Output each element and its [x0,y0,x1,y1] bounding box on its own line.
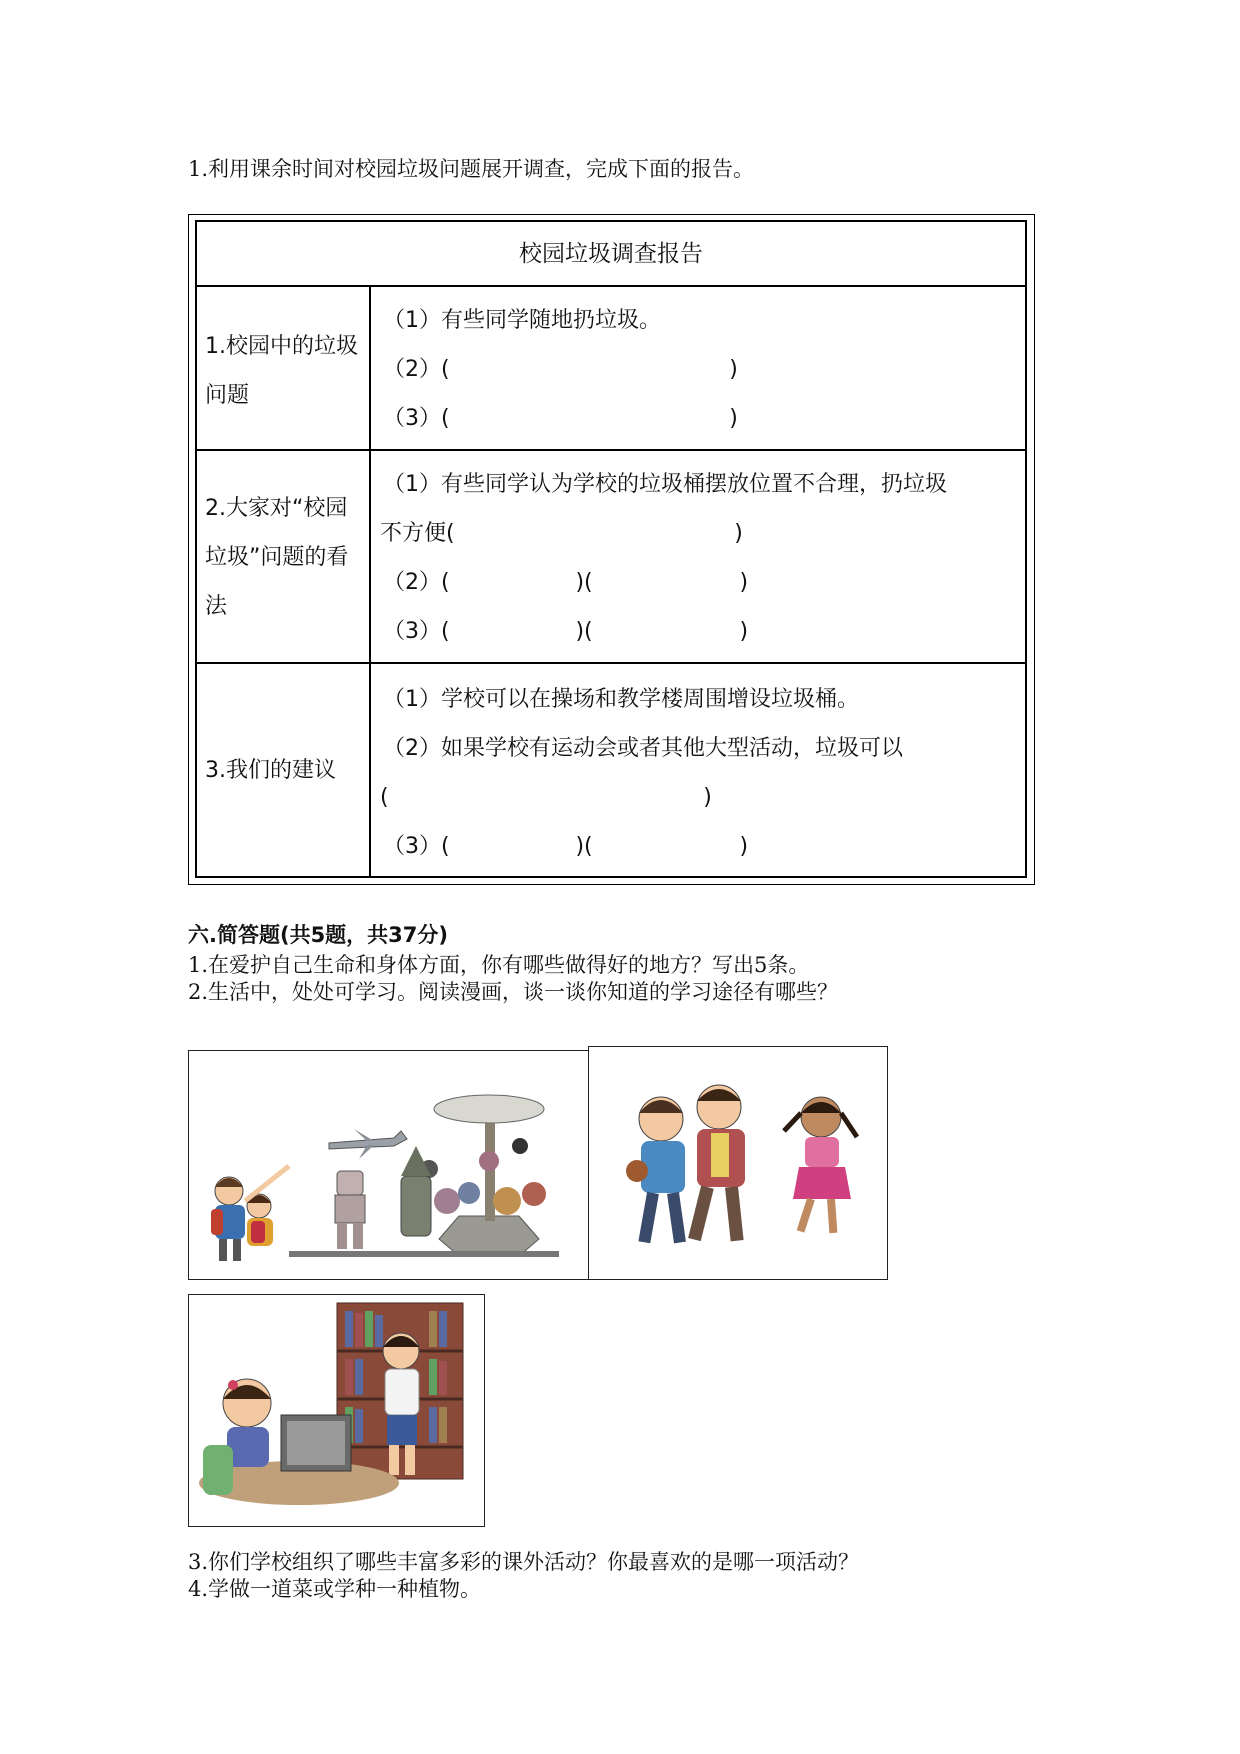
row-content-line: （1）有些同学随地扔垃圾。 [383,308,661,333]
table-divider [195,449,1027,451]
table-title: 校园垃圾调查报告 [519,241,703,267]
question-4: 4.学做一道菜或学种一种植物。 [188,1577,482,1601]
row-content-line: （3）( )( ) [383,619,749,644]
table-divider [195,662,1027,664]
row-label-suggestions: 3.我们的建议 [205,758,336,783]
row-content-line: （3）( ) [383,406,738,431]
question-1: 1.在爱护自己生命和身体方面，你有哪些做得好的地方？写出5条。 [188,953,810,977]
intro-question: 1.利用课余时间对校园垃圾问题展开调查，完成下面的报告。 [188,157,755,181]
row-label-garbage-problems: 1.校园中的垃圾问题 [205,334,358,408]
row-content-line: 不方便( ) [380,521,743,546]
row-content-line: （2）( )( ) [383,570,749,595]
question-2: 2.生活中，处处可学习。阅读漫画，谈一谈你知道的学习途径有哪些？ [188,980,839,1004]
row-content-line: （2）( ) [383,357,738,382]
table-divider [195,285,1027,287]
table-column-divider [369,287,371,878]
row-content-line: （1）学校可以在操场和教学楼周围增设垃圾桶。 [383,687,859,712]
classmates-walking-illustration [588,1046,888,1280]
question-3: 3.你们学校组织了哪些丰富多彩的课外活动？你最喜欢的是哪一项活动？ [188,1550,860,1574]
row-content-line: ( ) [380,785,712,810]
row-content-line: （3）( )( ) [383,834,749,859]
row-label-opinions: 2.大家对“校园垃圾”问题的看法 [205,496,349,619]
row-content-line: （1）有些同学认为学校的垃圾桶摆放位置不合理，扔垃圾 [383,472,947,497]
museum-illustration [188,1050,589,1280]
library-computer-illustration [188,1294,485,1527]
row-content-line: （2）如果学校有运动会或者其他大型活动，垃圾可以 [383,736,903,761]
section-title: 六.简答题(共5题，共37分) [188,923,449,947]
